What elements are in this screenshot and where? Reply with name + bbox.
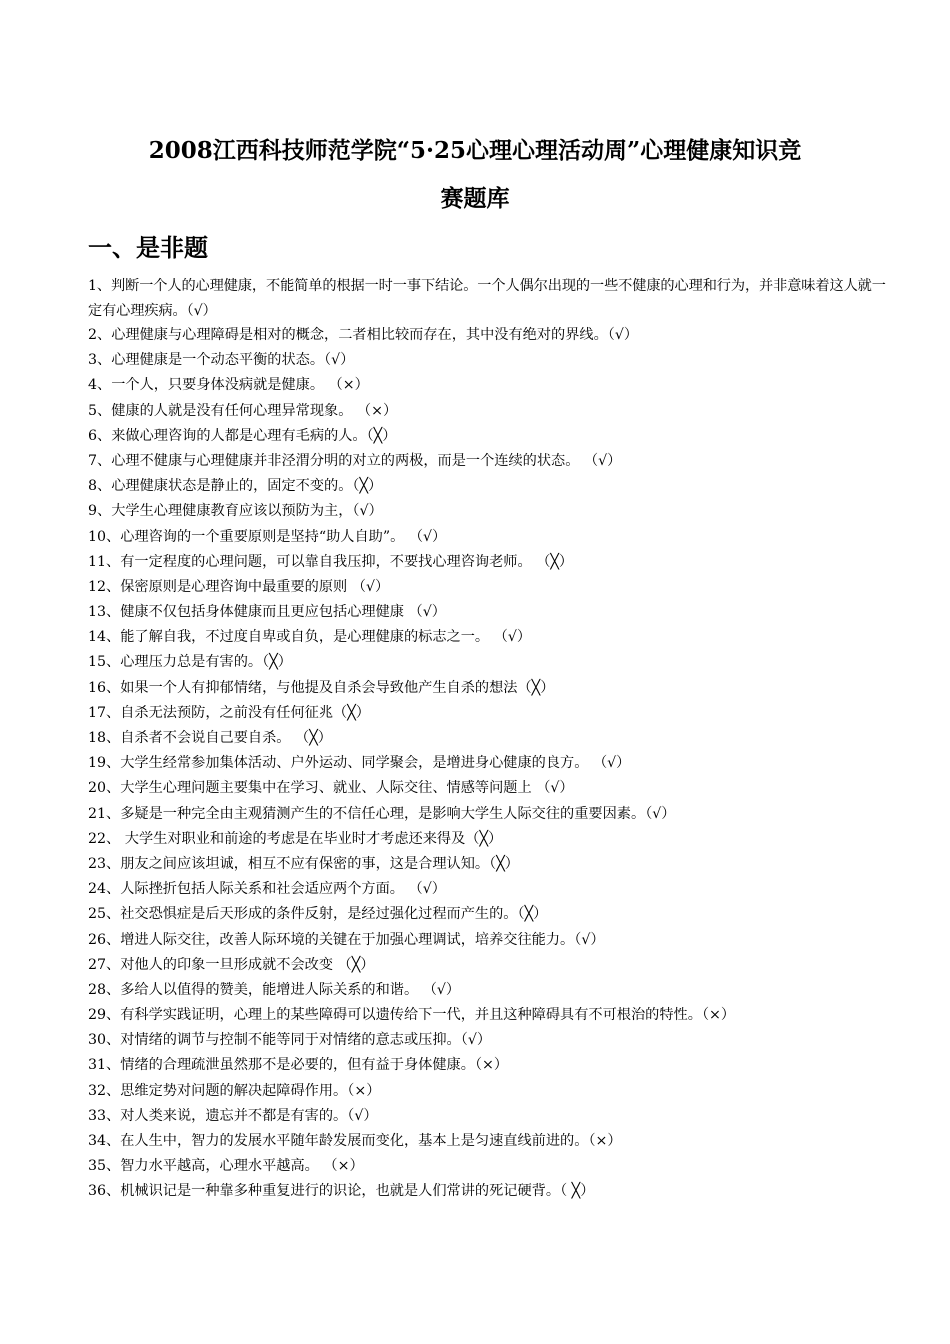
document-title-line-2: 赛题库 — [440, 185, 510, 212]
question-item: 18、自杀者不会说自己要自杀。 （╳） — [88, 730, 332, 746]
question-item: 11、有一定程度的心理问题，可以靠自我压抑，不要找心理咨询老师。 （╳） — [88, 553, 574, 570]
section-heading-true-false: 一、是非题 — [88, 234, 208, 262]
question-item: 36、机械识记是一种靠多种重复进行的识论，也就是人们常讲的死记硬背。（ ╳） — [88, 1183, 595, 1200]
question-item: 17、自杀无法预防，之前没有任何征兆（╳） — [88, 704, 370, 721]
question-item: 8、心理健康状态是静止的，固定不变的。（╳） — [88, 478, 383, 495]
question-item: 2、心理健康与心理障碍是相对的概念，二者相比较而存在，其中没有绝对的界线。（√） — [88, 327, 639, 343]
question-item: 4、一个人，只要身体没病就是健康。 （×） — [88, 377, 369, 394]
question-item: 6、来做心理咨询的人都是心理有毛病的人。（╳） — [88, 427, 397, 444]
question-item: 34、在人生中，智力的发展水平随年龄发展而变化，基本上是匀速直线前进的。（×） — [88, 1133, 622, 1149]
question-item: 1、判断一个人的心理健康，不能简单的根据一时一事下结论。一个人偶尔出现的一些不健康的心理和行为，并非意味着这人就一定有心理疾病。（√） — [88, 278, 886, 319]
question-item: 28、多给人以值得的赞美，能增进人际关系的和谐。 （√） — [88, 981, 461, 998]
question-item: 9、大学生心理健康教育应该以预防为主，（√） — [88, 503, 383, 520]
question-item: 15、心理压力总是有害的。（╳） — [88, 654, 292, 671]
question-item: 19、大学生经常参加集体活动、户外运动、同学聚会，是增进身心健康的良方。 （√） — [88, 755, 631, 772]
question-item: 30、对情绪的调节与控制不能等同于对情绪的意志或压抑。（√） — [88, 1032, 492, 1049]
question-item: 12、保密原则是心理咨询中最重要的原则 （√） — [88, 578, 390, 595]
question-item: 16、如果一个人有抑郁情绪，与他提及自杀会导致他产生自杀的想法（╳） — [88, 679, 555, 696]
question-item: 26、增进人际交往，改善人际环境的关键在于加强心理调试，培养交往能力。（√） — [88, 931, 605, 948]
question-item: 5、健康的人就是没有任何心理异常现象。 （×） — [88, 402, 398, 419]
question-item: 27、对他人的印象一旦形成就不会改变 （╳） — [88, 956, 375, 973]
question-item: 35、智力水平越高，心理水平越高。 （×） — [88, 1158, 364, 1175]
question-item: 22、 大学生对职业和前途的考虑是在毕业时才考虑还来得及（╳） — [88, 830, 503, 847]
question-item: 21、多疑是一种完全由主观猜测产生的不信任心理，是影响大学生人际交往的重要因素。（√） — [88, 805, 676, 822]
question-item: 10、心理咨询的一个重要原则是坚持“助人自助”。 （√） — [88, 528, 447, 545]
question-item: 33、对人类来说，遗忘并不都是有害的。（√） — [88, 1107, 378, 1124]
question-item: 14、能了解自我，不过度自卑或自负，是心理健康的标志之一。 （√） — [88, 629, 532, 646]
question-item: 23、朋友之间应该坦诚，相互不应有保密的事，这是合理认知。（╳） — [88, 855, 519, 872]
question-item: 32、思维定势对问题的解决起障碍作用。（×） — [88, 1082, 381, 1099]
question-item: 25、社交恐惧症是后天形成的条件反射，是经过强化过程而产生的。（╳） — [88, 906, 548, 923]
question-item: 3、心理健康是一个动态平衡的状态。（√） — [88, 352, 355, 369]
question-item: 20、大学生心理问题主要集中在学习、就业、人际交往、情感等问题上 （√） — [88, 780, 574, 797]
question-item: 13、健康不仅包括身体健康而且更应包括心理健康 （√） — [88, 604, 446, 621]
question-item: 7、心理不健康与心理健康并非泾渭分明的对立的两极，而是一个连续的状态。 （√） — [88, 452, 622, 469]
question-item: 31、情绪的合理疏泄虽然那不是必要的，但有益于身体健康。（×） — [88, 1057, 509, 1074]
document-title-line-1: 2008江西科技师范学院“5·25心理心理活动周”心理健康知识竞 — [148, 137, 802, 164]
question-item: 24、人际挫折包括人际关系和社会适应两个方面。 （√） — [88, 881, 446, 898]
question-item: 29、有科学实践证明，心理上的某些障碍可以遗传给下一代，并且这种障碍具有不可根治的特性。（×） — [88, 1007, 736, 1024]
question-list — [88, 274, 888, 1205]
